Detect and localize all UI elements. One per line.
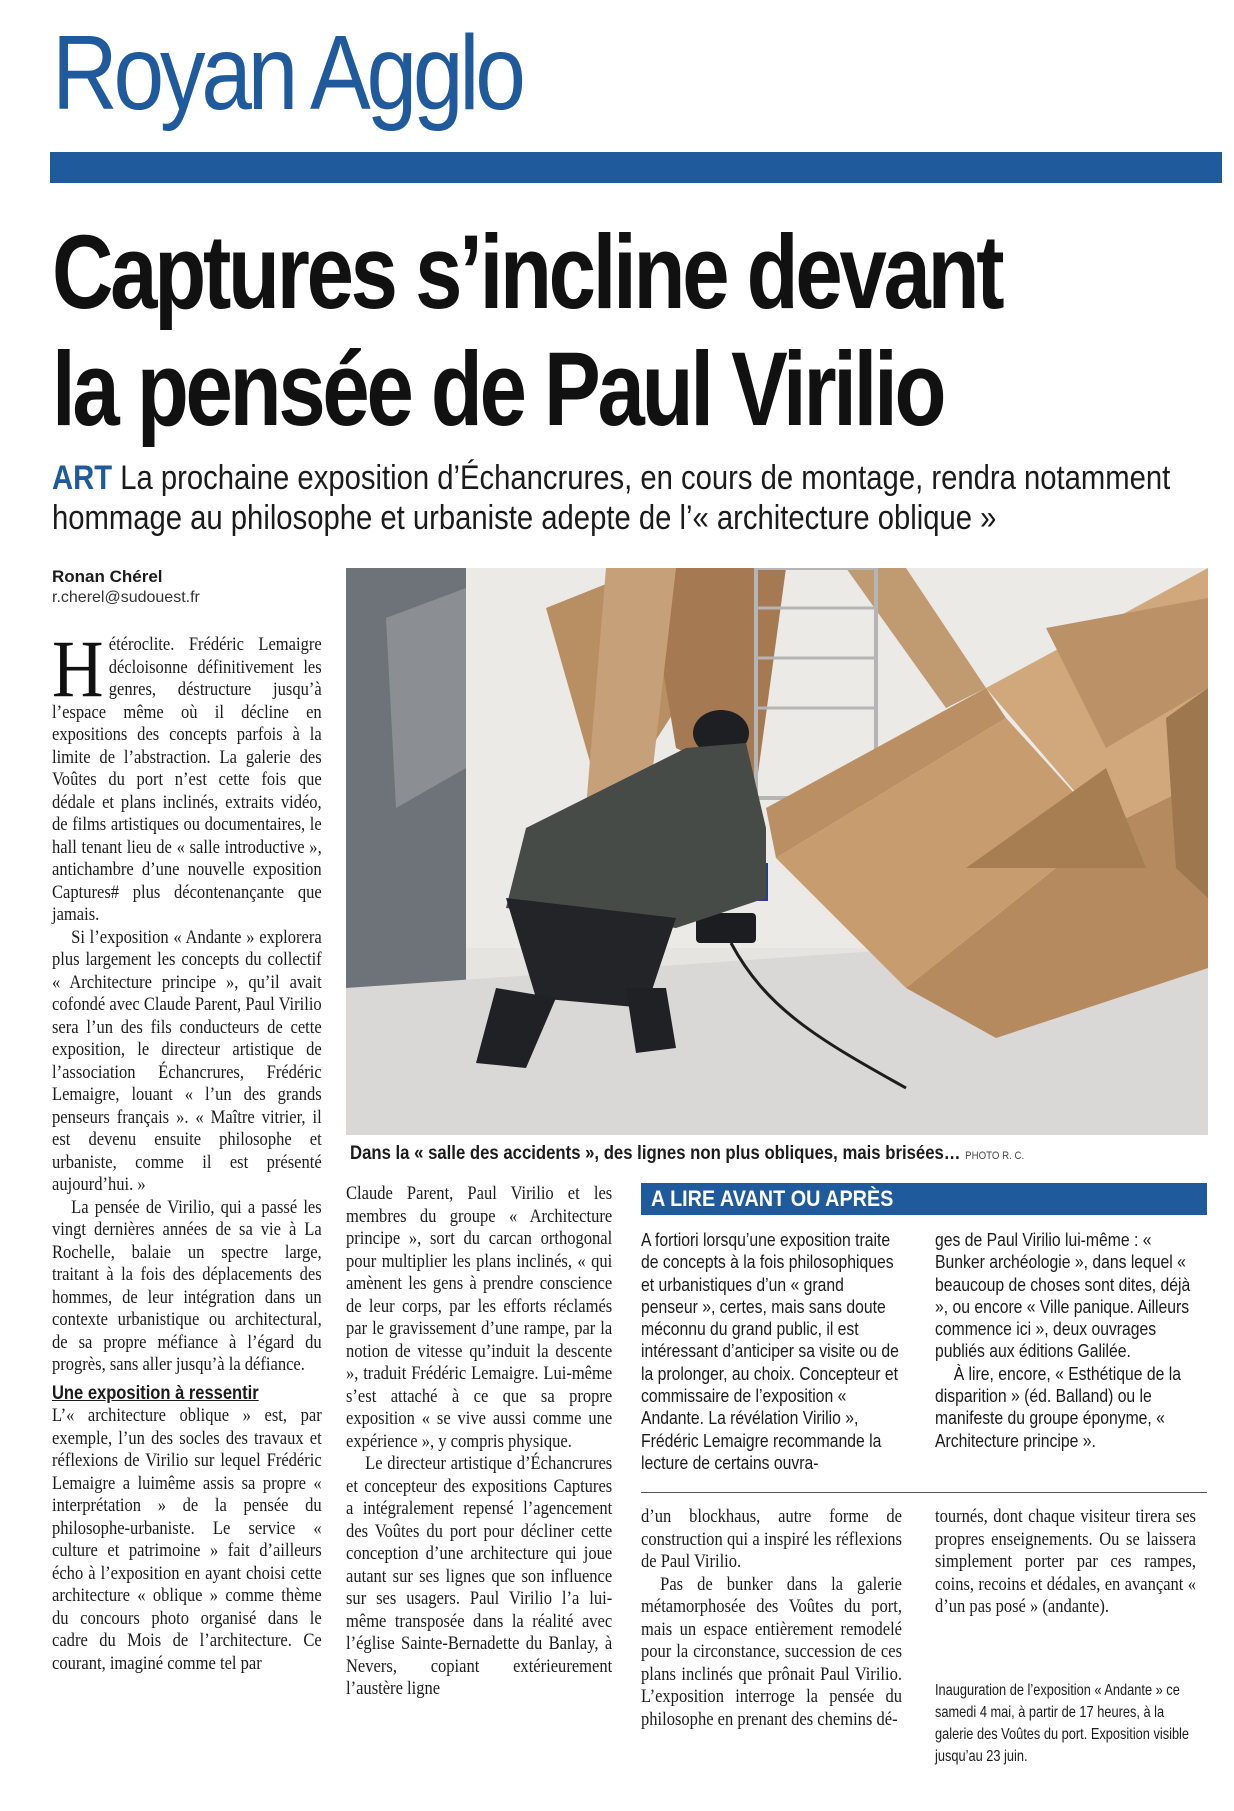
photo-illustration [346,568,1208,1135]
section-title: Royan Agglo [52,14,522,132]
article-column-1 [52,623,322,1675]
article-paragraph: tournés, dont chaque visiteur tirera ses propres enseignements. Ou se laissera simplement porter par ces rampes, coins, recoins et dédales, en avançant « d’un pas posé » (andante). [935,1506,1196,1617]
deck-text: La prochaine exposition d’Échancrures, en cours de montage, rendra notamment hommage au philosophe et urbaniste adepte de l’« architecture oblique » [52,459,1171,537]
sidebar-column-1 [641,1229,905,1474]
drop-cap: H [52,623,104,714]
article-photo [346,568,1208,1135]
deck [52,458,1222,538]
sidebar-paragraph: A fortiori lorsqu’une exposition traite de concepts à la fois philosophiques et urbanistiques d’un « grand penseur », certes, mais sans doute méconnu du grand public, il est intéressant d’anticiper sa visite ou de la prolonger, au choix. Concepteur et commissaire de l’exposition « Andante. La révélation Virilio », Frédéric Lemaigre recommande la lecture de certains ouvra- [641,1229,899,1473]
headline-line-2: la pensée de Paul Virilio [52,331,944,448]
section-rule [50,152,1222,183]
article-paragraph: Si l’exposition « Andante » explorera plus largement les concepts du collectif « Architecture principe », qu’il avait cofondé avec Claude Parent, Paul Virilio sera l’un des fils conducteurs de cette exposition, le directeur artistique de l’association Échancrures, Frédéric Lemaigre, louant « l’un des grands penseurs français ». « Maître vitrier, il est devenu ensuite philosophe et urbaniste, comme il est présenté aujourd’hui. » [52,926,322,1195]
article-subhead: Une exposition à ressentir [52,1382,259,1404]
article-paragraph: d’un blockhaus, autre forme de construction qui a inspiré les réflexions de Paul Virilio. [641,1506,902,1572]
article-paragraph: L’« architecture oblique » est, par exemple, l’un des socles des travaux et réflexions de Virilio sur lequel Frédéric Lemaigre a luimême assis sa propre « interprétation » de la pensée du philosophe-urbaniste. Le service « culture et patrimoine » fait d’ailleurs écho à l’exposition en ayant choisi cette architecture « oblique » comme thème du concours photo organisé dans le cadre du Mois de l’architecture. Ce courant, imaginé comme tel par [52,1405,322,1674]
byline-email: r.cherel@sudouest.fr [52,589,200,606]
byline-name: Ronan Chérel [52,567,163,586]
sidebar-paragraph: ges de Paul Virilio lui-même : « Bunker archéologie », dans lequel « beaucoup de choses sont dites, déjà », ou encore « Ville panique. Ailleurs commence ici », deux ouvrages publiés aux éditions Galilée. [935,1229,1191,1362]
sidebar-rule [641,1492,1207,1493]
article-paragraph: Hétéroclite. Frédéric Lemaigre décloisonne définitivement les genres, déstructure jusqu’à l’espace même où il décline en expositions des concepts parfois à la limite de l’abstraction. La galerie des Voûtes du port n’est cette fois que dédale et plans inclinés, extraits vidéo, de films artistiques ou documentaires, le hall tenant lieu de « salle introductive », antichambre d’une nouvelle exposition Captures# plus décontenançante que jamais. [52,623,322,925]
sidebar-column-2 [935,1229,1199,1452]
headline-line-1: Captures s’incline devant [52,214,1002,331]
headline [52,214,1186,448]
article-paragraph: Pas de bunker dans la galerie métamorphosée des Voûtes du port, mais un espace entièrement remodelé pour la circonstance, succession de ces plans inclinés que prônait Paul Virilio. L’exposition interroge la pensée du philosophe en prenant des chemins dé- [641,1573,902,1730]
article-paragraph: Le directeur artistique d’Échancrures et concepteur des expositions Captures a intégralement repensé l’agencement des Voûtes du port pour décliner cette conception d’une architecture qui joue autant sur ses lignes que son influence sur ses usagers. Paul Virilio l’a lui-même transposée dans la réalité avec l’église Sainte-Bernadette du Banlay, à Nevers, copiant extérieurement l’austère ligne [346,1453,613,1699]
article-column-3 [641,1506,902,1731]
article-paragraph: Claude Parent, Paul Virilio et les membres du groupe « Architecture principe », sort du carcan orthogonal pour multiplier les plans inclinés, « qui amènent les gens à prendre conscience de leur corps, par les efforts réclamés par le gravissement d’une rampe, par la notion de vitesse qu’induit la descente », traduit Frédéric Lemaigre. Lui-même s’est attaché à ce que sa propre exposition « se vive aussi comme une expérience », y compris physique. [346,1183,613,1452]
photo-credit: PHOTO R. C. [965,1150,1025,1162]
photo-caption [350,1143,1230,1165]
sidebar-paragraph: À lire, encore, « Esthétique de la disparition » (éd. Balland) ou le manifeste du groupe éponyme, « Architecture principe ». [935,1362,1181,1451]
article-column-4 [935,1506,1196,1619]
article-column-2 [346,1183,612,1701]
deck-kicker: ART [52,459,113,497]
article-paragraph: La pensée de Virilio, qui a passé les vingt dernières années de sa vie à La Rochelle, balaie un spectre large, traitant à la fois des déplacements des hommes, de leur intégration dans un contexte urbanistique ou architectural, de sa propre méfiance à l’égard du progrès, sans aller jusqu’à la défiance. [52,1196,322,1375]
event-info: Inauguration de l’exposition « Andante » ce samedi 4 mai, à partir de 17 heures, à la galerie des Voûtes du port. Exposition visible jusqu’au 23 juin. [935,1682,1190,1765]
sidebar-title: A LIRE AVANT OU APRÈS [651,1186,894,1211]
caption-text: Dans la « salle des accidents », des lignes non plus obliques, mais brisées… [350,1143,961,1164]
